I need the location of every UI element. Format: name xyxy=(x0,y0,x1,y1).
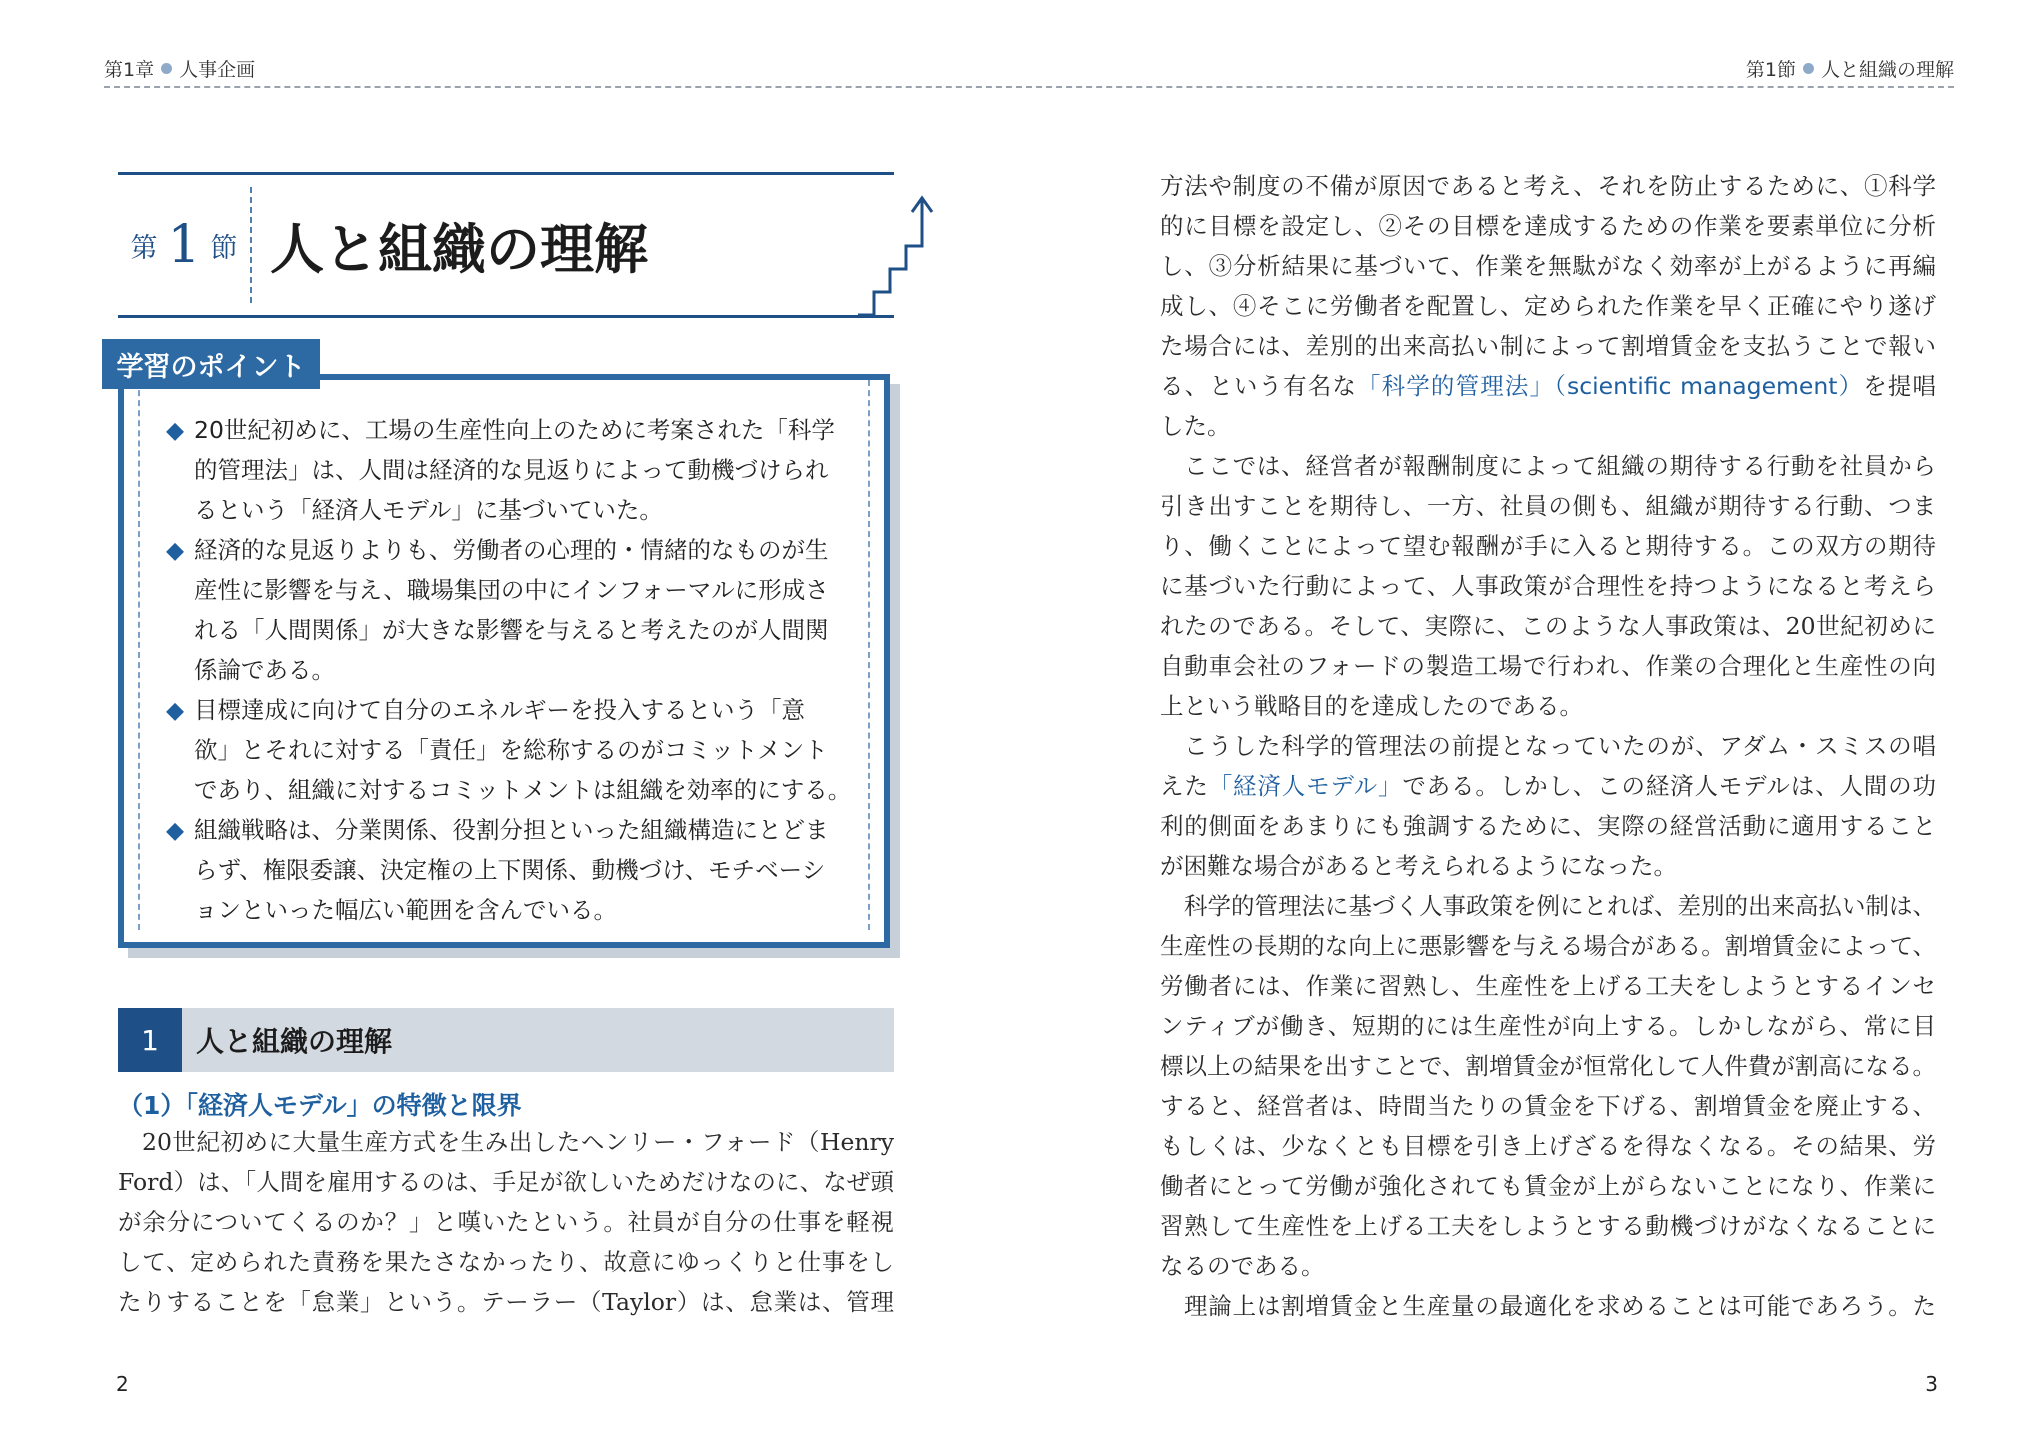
body-line: なるのである。 xyxy=(1160,1252,1325,1280)
body-line: して、定められた責務を果たさなかったり、故意にゆっくりと仕事をし xyxy=(118,1248,894,1276)
body-line: が困難な場合があると考えられるようになった。 xyxy=(1160,852,1677,880)
right-page-body xyxy=(1160,166,1936,1326)
learning-points-box xyxy=(118,374,890,948)
page-number-left: 2 xyxy=(116,1372,129,1396)
bullet-dot-icon xyxy=(1803,63,1814,74)
learning-points-label: 学習のポイント xyxy=(102,339,320,389)
running-header-right xyxy=(1746,55,1954,82)
learning-point-item xyxy=(166,690,856,810)
body-line: 20世紀初めに大量生産方式を生み出したヘンリー・フォード（Henry xyxy=(142,1128,894,1156)
body-line: 引き出すことを期待し、一方、社員の側も、組織が期待する行動、つま xyxy=(1160,492,1936,520)
left-page-body xyxy=(118,1122,894,1322)
body-line: ここでは、経営者が報酬制度によって組織の期待する行動を社員から xyxy=(1184,452,1936,480)
body-text-segment: えた xyxy=(1160,772,1209,800)
learning-point-item xyxy=(166,810,856,930)
point-line: 目標達成に向けて自分のエネルギーを投入するという「意 xyxy=(194,696,805,724)
learning-point-item xyxy=(166,410,856,530)
body-line: 成し、④そこに労働者を配置し、定められた作業を早く正確にやり遂げ xyxy=(1160,292,1936,320)
body-line: 働者にとって労働が強化されても賃金が上がらないことになり、作業に xyxy=(1160,1172,1936,1200)
point-line: るという「経済人モデル」に基づいていた。 xyxy=(194,496,663,524)
body-line: 科学的管理法に基づく人事政策を例にとれば、差別的出来高払い制は、 xyxy=(1184,892,1936,920)
body-line xyxy=(1160,366,1936,406)
body-line: り、働くことによって望む報酬が手に入ると期待する。この双方の期待 xyxy=(1160,532,1936,560)
section-suffix: 節 xyxy=(210,232,238,264)
body-line: こうした科学的管理法の前提となっていたのが、アダム・スミスの唱 xyxy=(1184,732,1936,760)
body-line: 習熟して生産性を上げる工夫をしようとする動機づけがなくなることに xyxy=(1160,1212,1936,1240)
body-text-segment: である。しかし、この経済人モデルは、人間の功 xyxy=(1402,772,1936,800)
body-line: 的に目標を設定し、②その目標を達成するための作業を要素単位に分析 xyxy=(1160,212,1936,240)
point-line: 組織戦略は、分業関係、役割分担といった組織構造にとどま xyxy=(194,816,829,844)
body-line: た場合には、差別的出来高払い制によって割増賃金を支払うことで報い xyxy=(1160,332,1936,360)
body-line: 利的側面をあまりにも強調するために、実際の経営活動に適用すること xyxy=(1160,812,1936,840)
body-line: 自動車会社のフォードの製造工場で行われ、作業の合理化と生産性の向 xyxy=(1160,652,1936,680)
running-header-left xyxy=(104,55,255,82)
body-line: が余分についてくるのか？」と嘆いたという。社員が自分の仕事を軽視 xyxy=(118,1208,894,1236)
body-line: 方法や制度の不備が原因であると考え、それを防止するために、①科学 xyxy=(1160,172,1936,200)
diamond-bullet-icon: ◆ xyxy=(166,816,185,844)
body-line: たりすることを「怠業」という。テーラー（Taylor）は、怠業は、管理 xyxy=(118,1288,894,1316)
point-line: 経済的な見返りよりも、労働者の心理的・情緒的なものが生 xyxy=(194,536,829,564)
heading-1-title: 人と組織の理解 xyxy=(196,1025,393,1058)
body-line: した。 xyxy=(1160,412,1231,440)
body-line: し、③分析結果に基づいて、作業を無駄がなく効率が上がるように再編 xyxy=(1160,252,1936,280)
section-title: 人と組織の理解 xyxy=(270,217,648,281)
body-line: 理論上は割増賃金と生産量の最適化を求めることは可能であろう。た xyxy=(1184,1292,1936,1320)
body-line: 労働者には、作業に習熟し、生産性を上げる工夫をしようとするインセ xyxy=(1160,972,1936,1000)
diamond-bullet-icon: ◆ xyxy=(166,536,185,564)
section-number: 1 xyxy=(167,215,201,275)
running-header-section-title: 人と組織の理解 xyxy=(1820,59,1954,81)
body-line: 標以上の結果を出すことで、割増賃金が恒常化して人件費が割高になる。 xyxy=(1160,1052,1936,1080)
point-line: ョンといった幅広い範囲を含んでいる。 xyxy=(194,896,617,924)
section-prefix: 第 xyxy=(130,232,158,264)
heading-2: （1）「経済人モデル」の特徴と限界 xyxy=(118,1091,522,1120)
page-number-right: 3 xyxy=(1925,1372,1938,1396)
header-divider xyxy=(104,86,1954,88)
point-line: 産性に影響を与え、職場集団の中にインフォーマルに形成さ xyxy=(194,576,829,604)
learning-points-list xyxy=(166,410,856,930)
point-line: 係論である。 xyxy=(194,656,335,684)
heading-1-number: 1 xyxy=(118,1008,182,1072)
heading-1 xyxy=(118,1008,894,1072)
key-term-economic-man-model: 「経済人モデル」 xyxy=(1208,772,1403,800)
bullet-dot-icon xyxy=(161,63,172,74)
section-title-block xyxy=(118,172,894,318)
point-line: 欲」とそれに対する「責任」を総称するのがコミットメント xyxy=(194,736,828,764)
section-label xyxy=(118,175,250,315)
point-line: れる「人間関係」が大きな影響を与えると考えたのが人間関 xyxy=(194,616,829,644)
point-line: 的管理法」は、人間は経済的な見返りによって動機づけられ xyxy=(194,456,829,484)
body-text-segment: を提唱 xyxy=(1863,372,1936,400)
body-line: れたのである。そして、実際に、このような人事政策は、20世紀初めに xyxy=(1160,612,1936,640)
body-line: もしくは、少なくとも目標を引き上げざるを得なくなる。その結果、労 xyxy=(1160,1132,1936,1160)
stairs-arrow-icon xyxy=(858,190,938,320)
diamond-bullet-icon: ◆ xyxy=(166,696,185,724)
body-text-segment: る、という有名な xyxy=(1160,372,1358,400)
learning-point-item xyxy=(166,530,856,690)
body-line: に基づいた行動によって、人事政策が合理性を持つようになると考えら xyxy=(1160,572,1936,600)
body-line: ンティブが働き、短期的には生産性が向上する。しかしながら、常に目 xyxy=(1160,1012,1936,1040)
running-header-chapter: 第1章 xyxy=(104,59,155,81)
diamond-bullet-icon: ◆ xyxy=(166,416,185,444)
point-line: らず、権限委譲、決定権の上下関係、動機づけ、モチベーシ xyxy=(194,856,826,884)
point-line: であり、組織に対するコミットメントは組織を効率的にする。 xyxy=(194,776,852,804)
section-label-divider xyxy=(250,187,252,303)
body-line xyxy=(1160,766,1936,806)
body-line: 上という戦略目的を達成したのである。 xyxy=(1160,692,1583,720)
key-term-scientific-management: 「科学的管理法」（scientific management） xyxy=(1357,372,1864,400)
body-line: すると、経営者は、時間当たりの賃金を下げる、割増賃金を廃止する、 xyxy=(1160,1092,1936,1120)
point-line: 20世紀初めに、工場の生産性向上のために考案された「科学 xyxy=(194,416,835,444)
running-header-section: 第1節 xyxy=(1745,59,1796,81)
running-header-chapter-title: 人事企画 xyxy=(179,59,256,81)
body-line: Ford）は、「人間を雇用するのは、手足が欲しいためだけなのに、なぜ頭 xyxy=(118,1168,894,1196)
body-line: 生産性の長期的な向上に悪影響を与える場合がある。割増賃金によって、 xyxy=(1160,932,1936,960)
